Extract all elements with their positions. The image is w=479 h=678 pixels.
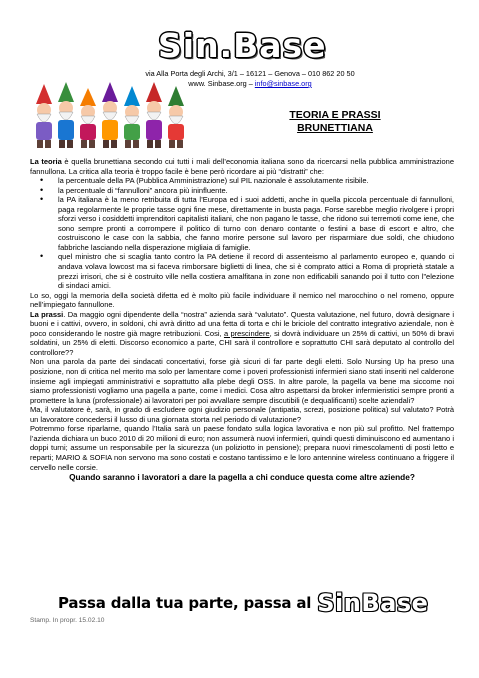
title-line-1: TEORIA E PRASSI xyxy=(289,109,381,121)
document-title xyxy=(260,109,410,135)
bullet-item: • la percentuale della PA (Pubblica Amministrazione) sul PIL nazionale è assolutamente risibile. xyxy=(30,176,454,186)
prassi-lead: La prassi xyxy=(30,309,64,319)
dwarf-2 xyxy=(58,82,74,148)
print-stamp: Stamp. In propr. 15.02.10 xyxy=(30,617,105,624)
document-body xyxy=(30,157,454,483)
email-link[interactable]: info@sinbase.org xyxy=(254,79,312,88)
dwarf-6 xyxy=(146,82,162,148)
prassi-paragraph xyxy=(30,310,454,358)
dwarves-illustration xyxy=(28,82,194,154)
bullet-item: • la percentuale di “fannulloni” ancora più ininfluente. xyxy=(30,186,454,196)
prassi-text-a: . Da maggio ogni dipendente della “nostra” azienda sarà “valutato”. Questa valutazione, nel futuro, dovrà designare i buoni e i cattivi, ovvero, in soldoni, chi avrà diritto ad una fetta di torta e chi le briciole del contratto integrativo aziendale, non è poco considerando le nostre già magre retribuzioni. Cosi, xyxy=(30,309,455,338)
bullet-item: • quel ministro che si scaglia tanto contro la PA detiene il record di assenteismo al parlamento europeo e, quando ci andava volava lowcost ma si faceva rimborsare biglietti di linea, che si è comprato attici a Roma di proprietà statale a prezzi irrisori, che si è costruito ville nella costiera amalfitana in zone non edificabili sanando poi il tutto con l”elezione di sindaci amici. xyxy=(30,252,454,290)
prassi-text-b: , si dovrà individuare un 25% di cattivi, un 50% di bravi soldatini, un 25% di eletti. Discorso economico a parte, CHI sarà il controllore e soprattutto CHI sarà deputato al controllo del controllore?? xyxy=(30,328,454,357)
slogan-logo: SinBase xyxy=(317,589,429,617)
prassi-underlined: a prescindere xyxy=(223,328,270,338)
union-paragraph: Non una parola da parte dei sindacati concertativi, forse già sicuri di far parte degli eletti. Solo Nursing Up ha preso una posizione, non di critica nel merito ma solo per lamentare come i poveri professionisti infermieri siano stati inseriti nel calderone insieme agli impiegati amministrativi e soprattutto alla plebe degli OSS. In altre parole, la pagella va bene ma siccome noi siamo professionisti vogliamo una pagella a parte, come i medici. Cosa altro aspettarsi da broker infermieristici sempre pronti a promettere la luna (professionale) ai lavoratori per poi avvallare sempre discutibili (e dequalificanti) scelte aziendali? xyxy=(30,357,454,405)
bullet-item: • la PA italiana è la meno retribuita di tutta l’Europa ed i suoi addetti, anche in quella piccola percentuale di fannulloni, paga regolarmente le proprie tasse ogni fine mese, direttamente in busta paga. Forse sarebbe meglio rivolgere i propri sforzi verso i cosiddetti imprenditori capitalisti italiani, che non pagano le tasse, che ridono sui terremoti come iene, che sono sempre pronti a corrompere il politico di turno con denaro contante o festini a base di escort e altro, che costruiscono le case con la sabbia, che fanno morire persone sul lavoro per risparmiare due soldi, che chiudono fabbriche lasciando nella disperazione migliaia di famiglie. xyxy=(30,195,454,252)
dwarf-5 xyxy=(124,86,140,148)
country-paragraph: Potremmo forse riparlarne, quando l’Italia sarà un paese fondato sulla logica lavorativa e non più sul profitto. Nel frattempo l’azienda dichiara un buco 2010 di 20 milioni di euro; non assumerà nuovi infermieri, quindi questi diminuiscono ed aumentano i doppi turni; assume un responsabile per la sicurezza (un poliziotto in pensione); prepara nuovi rimescolamenti di posti letto e reparti; MARIO & SOFIA non servono ma sono costati e costano tantissimo e le loro antennine wireless continuano a friggere il cervello nelle corsie. xyxy=(30,424,454,472)
intro-text: è quella brunettiana secondo cui tutti i mali dell’economia italiana sono da ricercarsi nella pubblica amministrazione fannullona. La critica alla teoria è troppo facile è bene però ricordare ai più “distratti” che: xyxy=(30,157,455,176)
dwarf-4 xyxy=(102,82,118,148)
slogan xyxy=(58,589,438,617)
dwarf-7 xyxy=(168,86,184,148)
evaluator-paragraph: Ma, il valutatore è, sarà, in grado di escludere ogni giudizio personale (antipatia, screzi, posizione politica) sul valutato? Potrà un lavoratore concedersi il lusso di una giornata storta nel periodo di valutazione? xyxy=(30,405,454,424)
dwarf-1 xyxy=(36,84,52,148)
slogan-text: Passa dalla tua parte, passa al xyxy=(58,594,312,612)
title-line-2: BRUNETTIANA xyxy=(297,122,373,134)
website-text: www. Sinbase.org – xyxy=(188,79,255,88)
memory-paragraph: Lo so, oggi la memoria della società difetta ed è molto più facile individuare il nemico nel marocchino o nel romeno, oppure nell’impiegato fannullone. xyxy=(30,290,454,310)
dwarf-3 xyxy=(80,88,96,148)
sinbase-logo xyxy=(158,26,328,66)
address-line: via Alla Porta degli Archi, 3/1 – 16121 – Genova – 010 862 20 50 xyxy=(145,69,355,78)
intro-lead: La teoria xyxy=(30,157,62,166)
bullet-list xyxy=(30,176,454,291)
closing-question: Quando saranno i lavoratori a dare la pagella a chi conduce questa come altre aziende? xyxy=(69,472,415,483)
logo-text: Sin.Base xyxy=(158,26,327,65)
intro-paragraph xyxy=(30,157,454,176)
